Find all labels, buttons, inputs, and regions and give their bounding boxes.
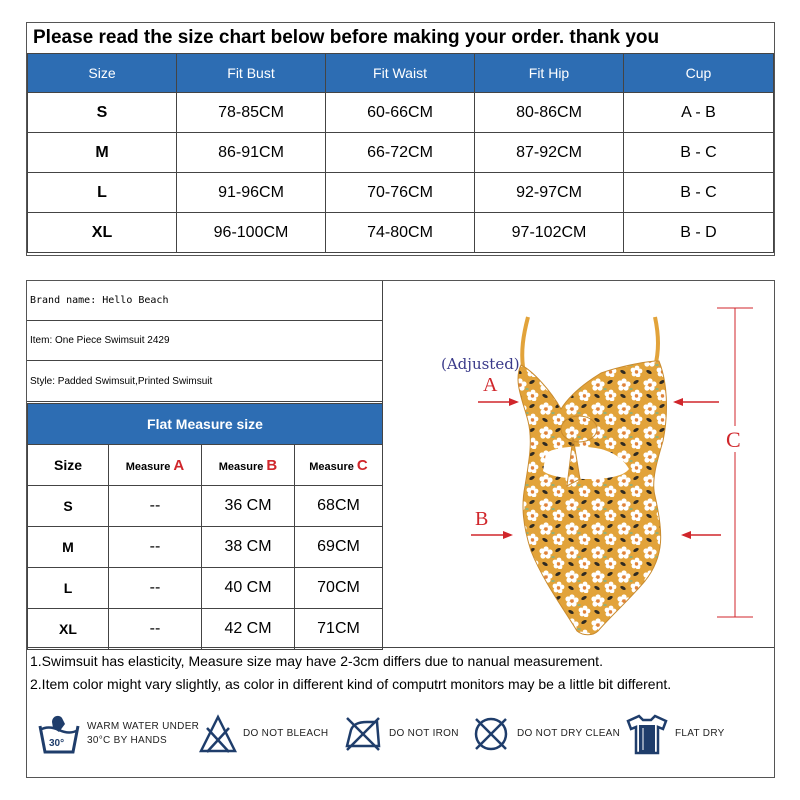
measure-b-cell: 36 CM <box>202 486 295 527</box>
product-info-block <box>26 280 775 778</box>
waist-cell: 74-80CM <box>326 213 475 253</box>
wash-temp-label: 30° <box>49 738 65 749</box>
bust-cell: 78-85CM <box>177 93 326 133</box>
measure-a-cell: -- <box>109 568 202 609</box>
table-row <box>28 93 774 133</box>
size-cell: L <box>28 173 177 213</box>
waist-cell: 60-66CM <box>326 93 475 133</box>
bust-cell: 86-91CM <box>177 133 326 173</box>
hip-cell: 92-97CM <box>475 173 624 213</box>
arrowhead-icon <box>681 531 691 539</box>
measure-letter-a: A <box>173 456 185 474</box>
no-bleach-label: DO NOT BLEACH <box>243 728 329 739</box>
header-size: Size <box>28 445 109 486</box>
flat-measure-title: Flat Measure size <box>28 404 383 445</box>
table-row <box>28 213 774 253</box>
flat-dry-label: FLAT DRY <box>675 728 725 739</box>
size-chart-table <box>27 53 774 253</box>
cup-cell: B - C <box>624 173 774 213</box>
measure-label: Measure <box>218 460 267 473</box>
care-wash <box>37 709 199 759</box>
measure-b-cell: 40 CM <box>202 568 295 609</box>
size-chart-title: Please read the size chart below before making your order. thank you <box>33 27 660 48</box>
care-iron <box>343 709 459 759</box>
header-measure-a <box>109 445 202 486</box>
header-fit-waist: Fit Waist <box>326 54 475 93</box>
size-cell: L <box>28 568 109 609</box>
flat-measure-header-row <box>28 445 383 486</box>
measure-a-label: A <box>483 374 498 396</box>
adjusted-label: (Adjusted) <box>441 355 520 373</box>
care-flat-dry <box>625 709 725 759</box>
size-cell: M <box>28 133 177 173</box>
size-chart-block <box>26 22 775 256</box>
hip-cell: 87-92CM <box>475 133 624 173</box>
flat-dry-icon <box>625 713 669 755</box>
item-name: Item: One Piece Swimsuit 2429 <box>27 321 382 361</box>
arrowhead-icon <box>503 531 513 539</box>
size-cell: M <box>28 527 109 568</box>
cup-cell: B - C <box>624 133 774 173</box>
arrowhead-icon <box>509 398 519 406</box>
note-elasticity: 1.Swimsuit has elasticity, Measure size may have 2-3cm differs due to nanual measurement. <box>30 653 603 669</box>
hand-wash-icon <box>37 712 81 756</box>
header-fit-hip: Fit Hip <box>475 54 624 93</box>
no-bleach-icon <box>199 714 237 754</box>
size-cell: S <box>28 486 109 527</box>
bust-cell: 91-96CM <box>177 173 326 213</box>
header-cup: Cup <box>624 54 774 93</box>
flat-measure-title-row <box>28 404 383 445</box>
notes-section <box>27 647 774 692</box>
measure-c-cell: 68CM <box>295 486 383 527</box>
waist-cell: 66-72CM <box>326 133 475 173</box>
table-row <box>28 173 774 213</box>
measure-b-label: B <box>475 508 489 530</box>
size-cell: XL <box>28 609 109 650</box>
measure-label: Measure <box>125 460 174 473</box>
table-row <box>28 568 383 609</box>
measure-a-cell: -- <box>109 609 202 650</box>
wash-label-line2: 30°C BY HANDS <box>87 735 167 746</box>
wash-label-line1: WARM WATER UNDER <box>87 721 200 732</box>
size-cell: S <box>28 93 177 133</box>
care-bleach <box>199 709 328 759</box>
cup-cell: B - D <box>624 213 774 253</box>
swimsuit-illustration <box>383 281 774 647</box>
measure-label: Measure <box>309 460 357 473</box>
measure-c-label: C <box>726 427 741 452</box>
measure-a-cell: -- <box>109 486 202 527</box>
flat-measure-table <box>27 403 383 650</box>
measure-b-cell: 42 CM <box>202 609 295 650</box>
measure-c-cell: 69CM <box>295 527 383 568</box>
table-row <box>28 486 383 527</box>
measure-letter-c: C <box>356 456 368 474</box>
arrowhead-icon <box>673 398 683 406</box>
size-cell: XL <box>28 213 177 253</box>
care-dry-clean <box>471 709 620 759</box>
note-color: 2.Item color might vary slightly, as color in different kind of computrt monitors may be a little bit different. <box>30 676 672 692</box>
cup-cell: A - B <box>624 93 774 133</box>
bust-cell: 96-100CM <box>177 213 326 253</box>
table-row <box>28 609 383 650</box>
no-iron-label: DO NOT IRON <box>389 728 459 739</box>
no-iron-icon <box>343 714 383 754</box>
header-size: Size <box>28 54 177 93</box>
table-row <box>28 527 383 568</box>
measure-c-cell: 70CM <box>295 568 383 609</box>
header-fit-bust: Fit Bust <box>177 54 326 93</box>
measure-a-cell: -- <box>109 527 202 568</box>
measure-letter-b: B <box>266 456 278 474</box>
waist-cell: 70-76CM <box>326 173 475 213</box>
header-measure-b <box>202 445 295 486</box>
size-chart-header-row <box>28 54 774 93</box>
swimsuit-measurement-diagram <box>383 281 774 647</box>
measure-b-cell: 38 CM <box>202 527 295 568</box>
style-description: Style: Padded Swimsuit,Printed Swimsuit <box>27 362 382 402</box>
hip-cell: 80-86CM <box>475 93 624 133</box>
hip-cell: 97-102CM <box>475 213 624 253</box>
no-dry-clean-label: DO NOT DRY CLEAN <box>517 728 621 739</box>
measure-c-cell: 71CM <box>295 609 383 650</box>
brand-name: Brand name: Hello Beach <box>27 281 382 321</box>
header-measure-c <box>295 445 383 486</box>
no-dry-clean-icon <box>471 714 511 754</box>
table-row <box>28 133 774 173</box>
